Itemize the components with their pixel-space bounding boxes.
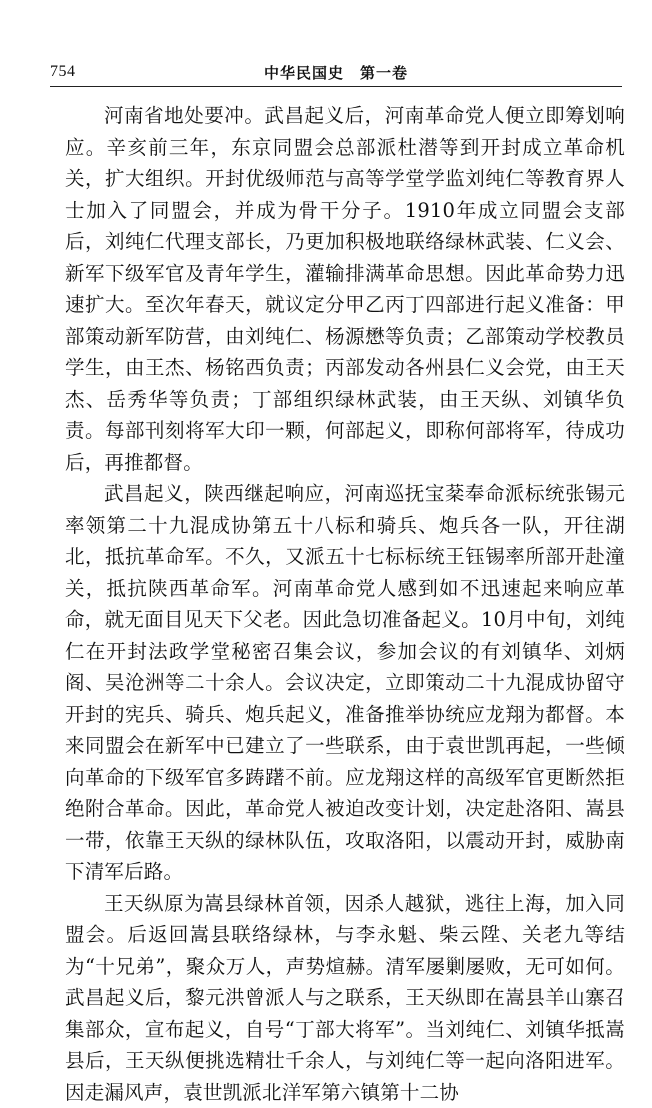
body-text <box>65 100 625 1108</box>
paragraph-henan-revolutionaries: 河南省地处要冲。武昌起义后，河南革命党人便立即筹划响应。辛亥前三年，东京同盟会总部派杜潜等到开封成立革命机关，扩大组织。开封优级师范与高等学堂学监刘纯仁等教育界人士加入了同盟会，并成为骨干分子。1910年成立同盟会支部后，刘纯仁代理支部长，乃更加积极地联络绿林武装、仁义会、新军下级军官及青年学生，灌输排满革命思想。因此革命势力迅速扩大。至次年春天，就议定分甲乙丙丁四部进行起义准备：甲部策动新军防营，由刘纯仁、杨源懋等负责；乙部策动学校教员学生，由王杰、杨铭西负责；丙部发动各州县仁义会党，由王天杰、岳秀华等负责；丁部组织绿林武装，由王天纵、刘镇华负责。每部刊刻将军大印一颗，何部起义，即称何部将军，待成功后，再推都督。 <box>65 100 625 478</box>
running-title: 中华民国史 第一卷 <box>50 62 622 83</box>
page-number: 754 <box>50 63 76 81</box>
paragraph-wuchang-uprising-response: 武昌起义，陕西继起响应，河南巡抚宝棻奉命派标统张锡元率领第二十九混成协第五十八标和骑兵、炮兵各一队，开往湖北，抵抗革命军。不久，又派五十七标标统王钰锡率所部开赴潼关，抵抗陕西革命军。河南革命党人感到如不迅速起来响应革命，就无面目见天下父老。因此急切准备起义。10月中旬，刘纯仁在开封法政学堂秘密召集会议，参加会议的有刘镇华、刘炳阁、吴沧洲等二十余人。会议决定，立即策动二十九混成协留守开封的宪兵、骑兵、炮兵起义，准备推举协统应龙翔为都督。本来同盟会在新军中已建立了一些联系，由于袁世凯再起，一些倾向革命的下级军官多踌躇不前。应龙翔这样的高级军官更断然拒绝附合革命。因此，革命党人被迫改变计划，决定赴洛阳、嵩县一带，依靠王天纵的绿林队伍，攻取洛阳，以震动开封，威胁南下清军后路。 <box>65 478 625 888</box>
page-header <box>50 62 622 87</box>
paragraph-wang-tianzong: 王天纵原为嵩县绿林首领，因杀人越狱，逃往上海，加入同盟会。后返回嵩县联络绿林，与李永魁、柴云陞、关老九等结为“十兄弟”，聚众万人，声势煊赫。清军屡剿屡败，无可如何。武昌起义后，黎元洪曾派人与之联系，王天纵即在嵩县羊山寨召集部众，宣布起义，自号“丁部大将军”。当刘纯仁、刘镇华抵嵩县后，王天纵便挑选精壮千余人，与刘纯仁等一起向洛阳进军。因走漏风声，袁世凯派北洋军第六镇第十二协 <box>65 888 625 1108</box>
